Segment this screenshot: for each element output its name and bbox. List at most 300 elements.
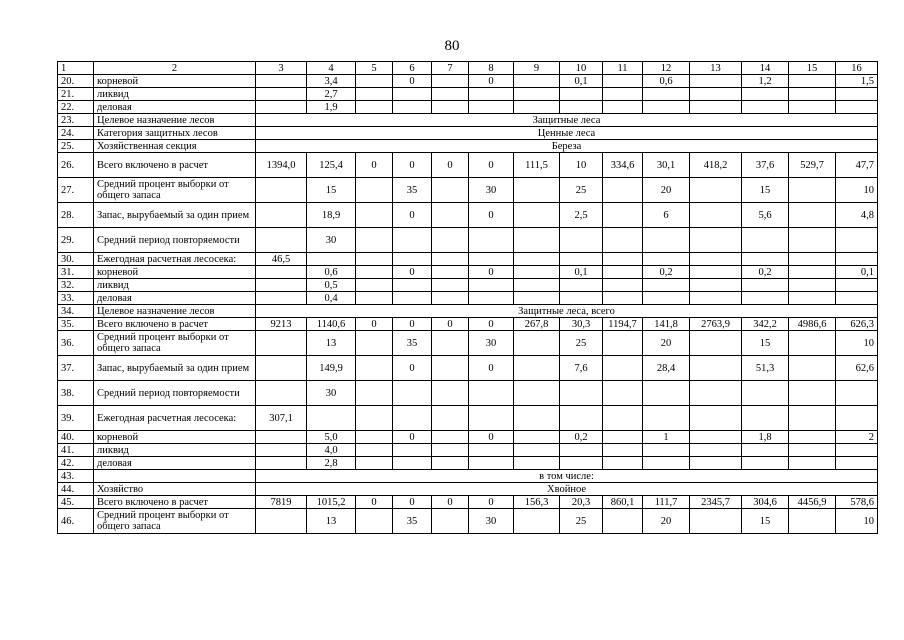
value-cell	[393, 101, 432, 114]
value-cell: 10	[836, 178, 878, 203]
value-cell: 149,9	[307, 356, 356, 381]
value-cell: 0,2	[742, 266, 789, 279]
value-cell	[393, 292, 432, 305]
value-cell	[432, 331, 469, 356]
column-header: 16	[836, 62, 878, 75]
value-cell: 1	[643, 431, 690, 444]
section-heading-cell: Береза	[256, 140, 878, 153]
row-number: 26.	[58, 153, 94, 178]
value-cell	[432, 457, 469, 470]
column-header: 10	[560, 62, 603, 75]
table-row	[58, 444, 878, 457]
value-cell	[356, 279, 393, 292]
value-cell	[307, 406, 356, 431]
value-cell	[603, 203, 643, 228]
value-cell	[742, 406, 789, 431]
value-cell: 0	[469, 75, 514, 88]
value-cell: 15	[307, 178, 356, 203]
value-cell	[690, 178, 742, 203]
value-cell	[432, 101, 469, 114]
value-cell	[256, 292, 307, 305]
value-cell: 28,4	[643, 356, 690, 381]
value-cell: 2,5	[560, 203, 603, 228]
value-cell: 0	[469, 266, 514, 279]
value-cell	[514, 444, 560, 457]
value-cell	[256, 75, 307, 88]
value-cell	[789, 406, 836, 431]
row-label: Ежегодная расчетная лесосека:	[94, 253, 256, 266]
value-cell	[836, 381, 878, 406]
table-row	[58, 140, 878, 153]
value-cell	[514, 406, 560, 431]
value-cell	[356, 266, 393, 279]
row-label: Всего включено в расчет	[94, 496, 256, 509]
value-cell	[836, 406, 878, 431]
row-label: Средний процент выборки от общего запаса	[94, 331, 256, 356]
value-cell	[514, 203, 560, 228]
table-row	[58, 153, 878, 178]
value-cell: 9213	[256, 318, 307, 331]
value-cell: 37,6	[742, 153, 789, 178]
table-row	[58, 305, 878, 318]
value-cell: 15	[742, 331, 789, 356]
value-cell	[514, 381, 560, 406]
value-cell: 860,1	[603, 496, 643, 509]
value-cell	[307, 253, 356, 266]
column-header: 15	[789, 62, 836, 75]
row-number: 27.	[58, 178, 94, 203]
value-cell: 0	[393, 318, 432, 331]
value-cell	[514, 431, 560, 444]
value-cell	[603, 178, 643, 203]
value-cell: 0	[356, 153, 393, 178]
value-cell	[356, 356, 393, 381]
value-cell	[789, 331, 836, 356]
value-cell	[514, 509, 560, 534]
value-cell	[603, 228, 643, 253]
row-number: 37.	[58, 356, 94, 381]
value-cell	[432, 178, 469, 203]
value-cell	[514, 253, 560, 266]
value-cell	[432, 203, 469, 228]
value-cell	[432, 88, 469, 101]
data-table	[57, 61, 878, 534]
value-cell	[356, 101, 393, 114]
value-cell: 7,6	[560, 356, 603, 381]
value-cell: 342,2	[742, 318, 789, 331]
value-cell: 0,1	[560, 75, 603, 88]
value-cell	[514, 279, 560, 292]
value-cell	[256, 431, 307, 444]
value-cell	[469, 228, 514, 253]
column-header: 14	[742, 62, 789, 75]
value-cell	[789, 444, 836, 457]
value-cell: 2345,7	[690, 496, 742, 509]
value-cell	[789, 279, 836, 292]
row-number: 20.	[58, 75, 94, 88]
column-header: 5	[356, 62, 393, 75]
value-cell	[432, 444, 469, 457]
value-cell	[690, 356, 742, 381]
column-header: 1	[58, 62, 94, 75]
table-row	[58, 178, 878, 203]
value-cell	[432, 431, 469, 444]
value-cell	[836, 88, 878, 101]
section-heading-cell: Хвойное	[256, 483, 878, 496]
value-cell	[432, 228, 469, 253]
value-cell	[789, 101, 836, 114]
value-cell: 4,8	[836, 203, 878, 228]
row-number: 45.	[58, 496, 94, 509]
table-row	[58, 356, 878, 381]
value-cell: 6	[643, 203, 690, 228]
value-cell: 25	[560, 178, 603, 203]
value-cell	[256, 331, 307, 356]
value-cell: 20	[643, 509, 690, 534]
table-row	[58, 431, 878, 444]
value-cell	[603, 381, 643, 406]
value-cell	[789, 75, 836, 88]
column-header: 6	[393, 62, 432, 75]
value-cell: 35	[393, 331, 432, 356]
value-cell	[690, 406, 742, 431]
value-cell: 51,3	[742, 356, 789, 381]
value-cell	[742, 292, 789, 305]
value-cell	[789, 457, 836, 470]
value-cell: 0,6	[307, 266, 356, 279]
row-number: 25.	[58, 140, 94, 153]
value-cell	[469, 406, 514, 431]
row-number: 23.	[58, 114, 94, 127]
value-cell	[603, 279, 643, 292]
value-cell	[742, 444, 789, 457]
value-cell	[514, 228, 560, 253]
value-cell: 0	[393, 431, 432, 444]
row-label: деловая	[94, 457, 256, 470]
value-cell	[356, 178, 393, 203]
value-cell	[432, 509, 469, 534]
column-header: 4	[307, 62, 356, 75]
table-row	[58, 483, 878, 496]
row-number: 30.	[58, 253, 94, 266]
value-cell: 1,8	[742, 431, 789, 444]
row-label: Средний период повторяемости	[94, 228, 256, 253]
value-cell: 0	[469, 496, 514, 509]
row-number: 36.	[58, 331, 94, 356]
value-cell	[836, 228, 878, 253]
value-cell: 2,8	[307, 457, 356, 470]
column-header: 12	[643, 62, 690, 75]
row-number: 39.	[58, 406, 94, 431]
row-label: Запас, вырубаемый за один прием	[94, 356, 256, 381]
value-cell	[742, 457, 789, 470]
row-number: 42.	[58, 457, 94, 470]
value-cell: 111,7	[643, 496, 690, 509]
value-cell: 1194,7	[603, 318, 643, 331]
value-cell: 125,4	[307, 153, 356, 178]
column-header: 7	[432, 62, 469, 75]
value-cell	[643, 444, 690, 457]
value-cell: 141,8	[643, 318, 690, 331]
row-number: 22.	[58, 101, 94, 114]
value-cell: 334,6	[603, 153, 643, 178]
section-heading-cell: Защитные леса	[256, 114, 878, 127]
value-cell	[789, 509, 836, 534]
value-cell	[789, 253, 836, 266]
row-label: Целевое назначение лесов	[94, 305, 256, 318]
value-cell: 1015,2	[307, 496, 356, 509]
value-cell	[836, 457, 878, 470]
value-cell	[356, 431, 393, 444]
table-row	[58, 279, 878, 292]
value-cell	[560, 457, 603, 470]
value-cell	[643, 381, 690, 406]
table-row	[58, 331, 878, 356]
value-cell	[256, 88, 307, 101]
value-cell	[356, 228, 393, 253]
value-cell	[603, 253, 643, 266]
value-cell: 0,6	[643, 75, 690, 88]
value-cell: 4,0	[307, 444, 356, 457]
page-number: 80	[444, 38, 460, 54]
row-number: 40.	[58, 431, 94, 444]
value-cell	[469, 253, 514, 266]
table-row	[58, 509, 878, 534]
value-cell	[603, 431, 643, 444]
value-cell	[469, 381, 514, 406]
value-cell: 0	[393, 266, 432, 279]
value-cell	[469, 292, 514, 305]
value-cell	[356, 253, 393, 266]
value-cell: 20	[643, 331, 690, 356]
value-cell	[789, 381, 836, 406]
value-cell	[256, 228, 307, 253]
row-label	[94, 470, 256, 483]
value-cell	[356, 75, 393, 88]
value-cell: 5,6	[742, 203, 789, 228]
value-cell	[690, 266, 742, 279]
value-cell	[432, 253, 469, 266]
row-label: Ежегодная расчетная лесосека:	[94, 406, 256, 431]
value-cell: 47,7	[836, 153, 878, 178]
row-label: ликвид	[94, 88, 256, 101]
value-cell	[789, 356, 836, 381]
value-cell	[560, 444, 603, 457]
value-cell	[742, 253, 789, 266]
value-cell: 18,9	[307, 203, 356, 228]
row-label: Запас, вырубаемый за один прием	[94, 203, 256, 228]
value-cell	[356, 381, 393, 406]
row-label: Всего включено в расчет	[94, 153, 256, 178]
value-cell: 1394,0	[256, 153, 307, 178]
value-cell	[256, 101, 307, 114]
row-number: 43.	[58, 470, 94, 483]
value-cell	[356, 406, 393, 431]
value-cell	[393, 406, 432, 431]
value-cell: 156,3	[514, 496, 560, 509]
row-number: 46.	[58, 509, 94, 534]
value-cell	[836, 292, 878, 305]
value-cell	[742, 279, 789, 292]
value-cell	[560, 253, 603, 266]
row-number: 44.	[58, 483, 94, 496]
value-cell	[789, 266, 836, 279]
row-label: корневой	[94, 266, 256, 279]
row-number: 31.	[58, 266, 94, 279]
value-cell	[256, 381, 307, 406]
value-cell: 2763,9	[690, 318, 742, 331]
value-cell: 0	[356, 496, 393, 509]
row-number: 38.	[58, 381, 94, 406]
value-cell: 0,1	[560, 266, 603, 279]
value-cell: 267,8	[514, 318, 560, 331]
value-cell	[643, 292, 690, 305]
value-cell: 30	[469, 331, 514, 356]
value-cell	[432, 75, 469, 88]
value-cell	[256, 457, 307, 470]
value-cell	[256, 356, 307, 381]
table-row	[58, 381, 878, 406]
value-cell	[514, 178, 560, 203]
value-cell	[603, 444, 643, 457]
value-cell	[256, 266, 307, 279]
value-cell	[690, 101, 742, 114]
value-cell	[560, 292, 603, 305]
value-cell: 62,6	[836, 356, 878, 381]
value-cell	[742, 101, 789, 114]
value-cell	[393, 88, 432, 101]
value-cell	[789, 431, 836, 444]
value-cell: 20,3	[560, 496, 603, 509]
value-cell: 4986,6	[789, 318, 836, 331]
value-cell: 0	[393, 203, 432, 228]
section-heading-cell: Ценные леса	[256, 127, 878, 140]
value-cell	[256, 279, 307, 292]
value-cell	[742, 88, 789, 101]
value-cell: 0	[469, 431, 514, 444]
value-cell	[690, 444, 742, 457]
value-cell	[356, 457, 393, 470]
value-cell	[393, 279, 432, 292]
value-cell	[514, 101, 560, 114]
value-cell: 30	[469, 509, 514, 534]
row-label: Средний период повторяемости	[94, 381, 256, 406]
value-cell: 578,6	[836, 496, 878, 509]
value-cell: 10	[560, 153, 603, 178]
value-cell	[256, 178, 307, 203]
value-cell: 25	[560, 331, 603, 356]
value-cell	[836, 253, 878, 266]
value-cell: 0,2	[643, 266, 690, 279]
value-cell	[603, 75, 643, 88]
value-cell: 15	[742, 509, 789, 534]
table-row	[58, 253, 878, 266]
value-cell: 0	[393, 356, 432, 381]
value-cell: 20	[643, 178, 690, 203]
value-cell	[742, 228, 789, 253]
row-number: 41.	[58, 444, 94, 457]
value-cell: 4456,9	[789, 496, 836, 509]
section-heading-cell: в том числе:	[256, 470, 878, 483]
value-cell	[393, 444, 432, 457]
value-cell	[514, 457, 560, 470]
value-cell: 13	[307, 509, 356, 534]
value-cell	[690, 431, 742, 444]
value-cell	[560, 101, 603, 114]
value-cell	[514, 292, 560, 305]
value-cell: 25	[560, 509, 603, 534]
value-cell	[690, 203, 742, 228]
value-cell: 1,5	[836, 75, 878, 88]
value-cell	[560, 406, 603, 431]
value-cell: 304,6	[742, 496, 789, 509]
value-cell	[603, 509, 643, 534]
column-header: 11	[603, 62, 643, 75]
value-cell	[690, 253, 742, 266]
value-cell: 7819	[256, 496, 307, 509]
column-header: 2	[94, 62, 256, 75]
table-row	[58, 75, 878, 88]
value-cell	[256, 444, 307, 457]
row-number: 24.	[58, 127, 94, 140]
value-cell: 1140,6	[307, 318, 356, 331]
row-number: 28.	[58, 203, 94, 228]
row-label: Целевое назначение лесов	[94, 114, 256, 127]
row-label: Категория защитных лесов	[94, 127, 256, 140]
table-row	[58, 496, 878, 509]
value-cell: 626,3	[836, 318, 878, 331]
value-cell: 0	[432, 496, 469, 509]
value-cell: 1,2	[742, 75, 789, 88]
column-header: 9	[514, 62, 560, 75]
value-cell	[690, 381, 742, 406]
value-cell	[603, 101, 643, 114]
value-cell	[356, 292, 393, 305]
value-cell: 30,1	[643, 153, 690, 178]
row-label: Хозяйственная секция	[94, 140, 256, 153]
value-cell	[356, 88, 393, 101]
value-cell: 35	[393, 509, 432, 534]
column-header: 13	[690, 62, 742, 75]
value-cell	[469, 457, 514, 470]
row-number: 34.	[58, 305, 94, 318]
header-row	[58, 62, 878, 75]
value-cell	[690, 457, 742, 470]
value-cell	[514, 88, 560, 101]
value-cell	[469, 88, 514, 101]
value-cell: 0	[469, 153, 514, 178]
value-cell: 35	[393, 178, 432, 203]
row-label: Хозяйство	[94, 483, 256, 496]
value-cell: 2,7	[307, 88, 356, 101]
column-header: 3	[256, 62, 307, 75]
value-cell	[603, 292, 643, 305]
value-cell	[432, 292, 469, 305]
value-cell	[432, 279, 469, 292]
value-cell: 0	[469, 318, 514, 331]
value-cell: 0	[393, 496, 432, 509]
value-cell	[356, 444, 393, 457]
value-cell	[393, 253, 432, 266]
value-cell	[603, 406, 643, 431]
value-cell	[603, 88, 643, 101]
value-cell	[560, 381, 603, 406]
table-row	[58, 266, 878, 279]
row-label: корневой	[94, 431, 256, 444]
value-cell	[560, 279, 603, 292]
table-row	[58, 470, 878, 483]
table-row	[58, 318, 878, 331]
